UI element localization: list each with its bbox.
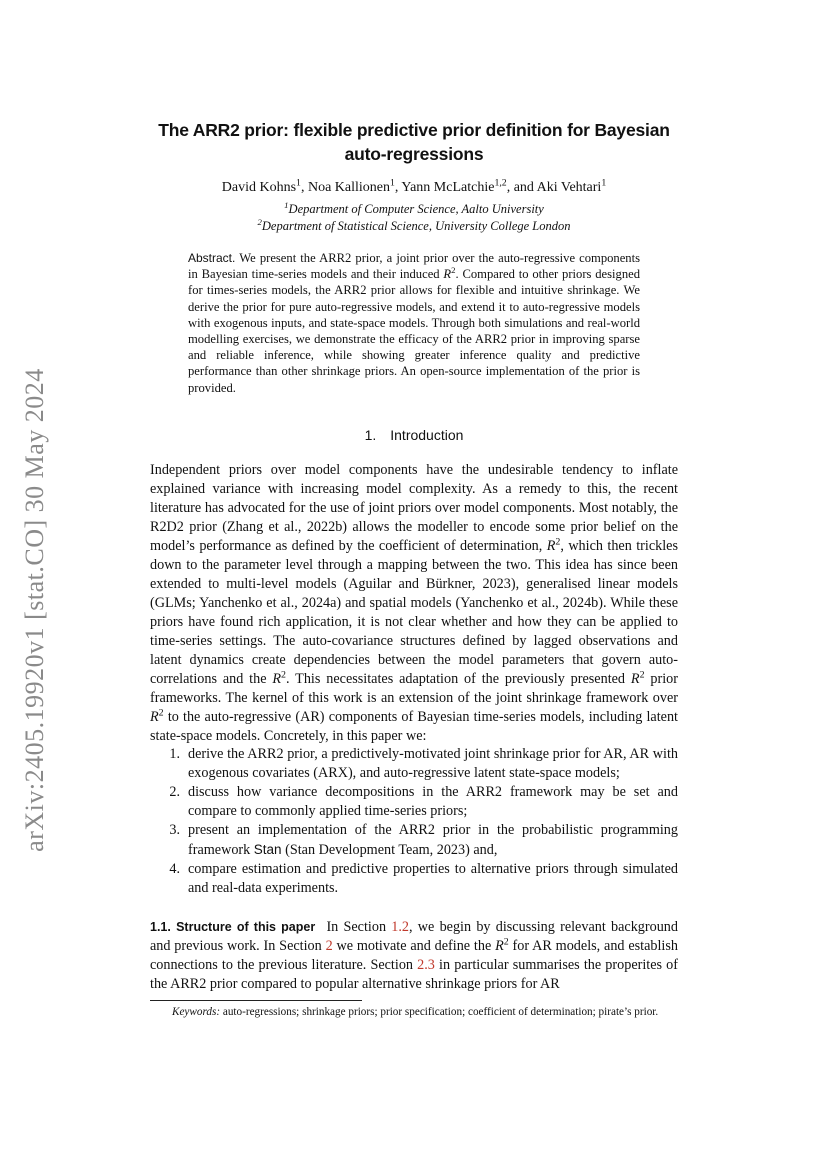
intro-text: , which then trickles down to the parameter level through a mapping between the two. This idea has since been extended to multi-level models (Aguilar and Bürkner, 2023), generalised linear models (GLMs; Yanchenko et al., 2024a) and spatial models (Yanchenko et al., 2024b). While these priors have found rich application, it is not clear whether and how they can be applied to time-series settings. The auto-covariance structures defined by lagged observations and latent dynamics create dependencies between the model parameters that govern auto-correlations and the [150, 538, 678, 687]
author-sep: , and [506, 180, 537, 195]
author-name: Yann McLatchie [401, 180, 495, 195]
r2-exponent: 2 [639, 669, 645, 681]
list-item-text: discuss how variance decompositions in the ARR2 framework may be set and compare to commonly applied time-series priors; [188, 784, 678, 819]
abstract-label: Abstract. [188, 251, 236, 265]
structure-paragraph [150, 918, 678, 994]
author-sep: , [300, 180, 308, 195]
list-item-text [188, 821, 678, 860]
subsection-title: Structure of this paper [176, 920, 316, 934]
list-item [150, 821, 678, 860]
r2-symbol: R [272, 671, 282, 687]
author-name: Aki Vehtari [536, 180, 602, 195]
keywords-footnote [150, 1005, 678, 1020]
structure-text: we motivate and define the [332, 938, 496, 954]
list-item-text: derive the ARR2 prior, a predictively-motivated joint shrinkage prior for AR, AR with exogenous covariates (ARX), and auto-regressive latent state-space models; [188, 746, 678, 781]
list-item-text-part: present an implementation of the ARR2 prior in the probabilistic programming framework [188, 822, 678, 858]
r2-exponent: 2 [281, 669, 287, 681]
intro-text: Independent priors over model components have the undesirable tendency to inflate explained variance with increasing model complexity. As a remedy to this, the recent literature has advocated for the use of joint priors over model components. Most notably, the R2D2 prior (Zhang et al., 2022b) allows the modeller to encode some prior belief on the model’s performance as defined by the coefficient of determination, [150, 462, 678, 554]
structure-text: , we begin by discussing relevant background and previous work. In Section [150, 919, 678, 954]
keywords-text: auto-regressions; shrinkage priors; prior specification; coefficient of determination; pirate’s prior. [222, 1006, 659, 1018]
contributions-list [150, 745, 678, 898]
section-ref-link[interactable]: 1.2 [391, 919, 410, 935]
affiliation-2 [150, 216, 678, 234]
author-list [150, 177, 678, 196]
structure-text: in particular summarises the properites of the ARR2 prior compared to popular alternative shrinkage priors for AR [150, 957, 678, 992]
list-item [150, 745, 678, 783]
arxiv-identifier-stamp [10, 350, 60, 870]
structure-text: In Section [326, 919, 392, 935]
r2-symbol: R [150, 709, 159, 725]
list-item-text: compare estimation and predictive properties to alternative priors through simulated and real-data experiments. [188, 861, 678, 896]
affiliation-sup: 2 [257, 216, 262, 227]
r2-exponent: 2 [503, 936, 509, 948]
author-name: Noa Kallionen [307, 180, 390, 195]
list-item [150, 783, 678, 821]
abstract [188, 250, 640, 396]
r2-symbol: R [546, 538, 556, 554]
affiliation-1 [150, 199, 678, 217]
abstract-text-1: We present the ARR2 prior, a joint prior over the auto-regressive components in Bayesian time-series models and their induced [188, 251, 641, 282]
r2-exponent: 2 [555, 536, 561, 548]
affiliation-sup: 1 [284, 199, 289, 210]
subsection-number: 1.1. [150, 920, 171, 934]
structure-text: for AR models, and establish connections to the previous literature. Section [150, 938, 678, 973]
footnote-divider [150, 1000, 362, 1001]
list-item-number: 1. [169, 746, 180, 762]
section-title: Introduction [390, 427, 464, 443]
section-number: 1. [364, 427, 377, 443]
r2-symbol: R [630, 671, 640, 687]
keywords-label: Keywords: [172, 1006, 221, 1018]
r2-symbol: R [495, 938, 504, 954]
intro-text: prior frameworks. The kernel of this work is an extension of the joint shrinkage framework over [150, 671, 678, 706]
list-item [150, 860, 678, 898]
author-name: David Kohns [221, 180, 297, 195]
r2-symbol: R [443, 267, 452, 282]
author-affil-sup: 1 [389, 177, 395, 189]
section-heading-introduction [150, 427, 678, 443]
stan-wordmark: Stan [253, 842, 282, 857]
section-ref-link[interactable]: 2 [325, 938, 333, 954]
list-item-text-part: (Stan Development Team, 2023) and, [281, 842, 498, 858]
author-affil-sup: 1,2 [494, 177, 507, 189]
introduction-paragraph [150, 461, 678, 746]
r2-exponent: 2 [451, 265, 456, 276]
list-item-number: 2. [169, 784, 180, 800]
paper-title [150, 118, 678, 166]
title-line-2: auto-regressions [344, 144, 484, 164]
intro-text: . This necessitates adaptation of the previously presented [286, 671, 631, 687]
list-item-number: 3. [169, 822, 180, 838]
title-line-1: The ARR2 prior: flexible predictive prior definition for Bayesian [158, 120, 670, 140]
affiliation-text: Department of Statistical Science, University College London [261, 219, 571, 233]
r2-exponent: 2 [158, 707, 164, 719]
affiliation-text: Department of Computer Science, Aalto University [288, 202, 544, 216]
author-affil-sup: 1 [296, 177, 301, 189]
list-item-number: 4. [169, 861, 180, 877]
section-ref-link[interactable]: 2.3 [417, 957, 435, 973]
author-sep: , [394, 180, 402, 195]
abstract-text-2: . Compared to other priors designed for times-series models, the ARR2 prior allows for flexible and intuitive shrinkage. We derive the prior for pure auto-regressive models, and extend it to auto-regressive models with exogenous inputs, and state-space models. Through both simulations and real-world modelling exercises, we demonstrate the efficacy of the ARR2 prior in improving sparse and reliable inference, while showing greater inference quality and predictive performance than other shrinkage priors. An open-source implementation of the prior is provided. [188, 267, 640, 395]
arxiv-id-text: arXiv:2405.19920v1 [stat.CO] 30 May 2024 [20, 368, 49, 852]
author-affil-sup: 1 [601, 177, 607, 189]
intro-text: to the auto-regressive (AR) components of Bayesian time-series models, including latent state-space models. Concretely, in this paper we: [150, 709, 678, 744]
